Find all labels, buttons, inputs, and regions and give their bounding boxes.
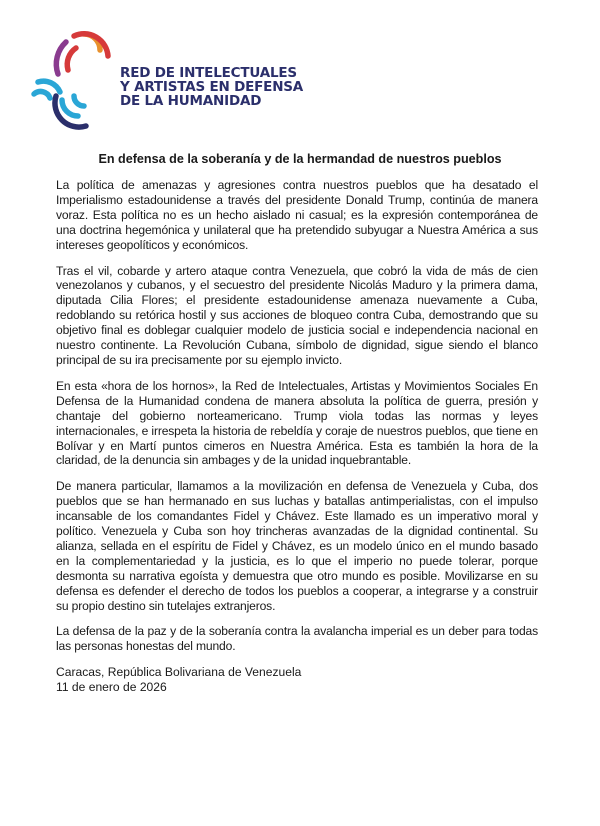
paragraph: Tras el vil, cobarde y artero ataque contra Venezuela, que cobró la vida de más de cien venezolanos y cubanos, y el secuestro del presidente Nicolás Maduro y la primera dama, diputada Cilia Flores; el presidente estadounidense amenaza nuevamente a Cuba, redoblando su retórica hostil y sus acciones de bloqueo contra Cuba, demostrando que su objetivo final es doblegar cualquier modelo de justicia social e independencia nacional en nuestro continente. La Revolución Cubana, símbolo de dignidad, sigue siendo el blanco principal de su ira precisamente por su ejemplo invicto. bbox=[56, 263, 538, 367]
logo-line: DE LA HUMANIDAD bbox=[120, 93, 262, 109]
logo-line: RED DE INTELECTUALES bbox=[120, 65, 297, 81]
logo-wordmark bbox=[120, 66, 303, 108]
paragraph: La defensa de la paz y de la soberanía contra la avalancha imperial es un deber para todas las personas honestas del mundo. bbox=[56, 624, 538, 654]
paragraph: De manera particular, llamamos a la movilización en defensa de Venezuela y Cuba, dos pueblos que se han hermanado en sus luchas y batallas antimperialistas, con el impulso incansable de los comandantes Fidel y Chávez. Este llamado es un imperativo moral y político. Venezuela y Cuba son hoy trincheras avanzadas de la dignidad continental. Su alianza, sellada en el espíritu de Fidel y Chávez, es un modelo único en el mundo basado en la complementariedad y la justicia, es lo que el imperio no puede tolerar, porque desmonta su narrativa egoísta y demuestra que otro mundo es posible. Movilizarse en su defensa es defender el derecho de todos los pueblos a cooperar, a integrarse y a construir su propio destino sin tutelajes extranjeros. bbox=[56, 479, 538, 613]
place: Caracas, República Bolivariana de Venezuela bbox=[56, 665, 302, 680]
document-body bbox=[56, 178, 538, 695]
signature-block bbox=[56, 665, 538, 695]
date: 11 de enero de 2026 bbox=[56, 680, 167, 695]
paragraph: La política de amenazas y agresiones contra nuestros pueblos que ha desatado el Imperialismo estadounidense a través del presidente Donald Trump, continúa de manera voraz. Esta política no es un hecho aislado ni casual; es la expresión contemporánea de una doctrina hegemónica y unilateral que ha pretendido subyugar a Nuestra América a sus intereses geopolíticos y económicos. bbox=[56, 178, 538, 252]
organization-logo bbox=[28, 22, 304, 142]
document-title: En defensa de la soberanía y de la hermandad de nuestros pueblos bbox=[98, 152, 502, 166]
paragraph: En esta «hora de los hornos», la Red de Intelectuales, Artistas y Movimientos Sociales En Defensa de la Humanidad condena de manera absoluta la política de guerra, presión y chantaje del gobierno norteamericano. Trump viola todas las normas y leyes internacionales, e irrespeta la historia de rebeldía y coraje de nuestros pueblos, que tiene en Bolívar y en Martí puntos cimeros en Nuestra América. Esta es también la hora de la claridad, de la denuncia sin ambages y de la unidad inquebrantable. bbox=[56, 378, 538, 468]
logo-emblem bbox=[28, 22, 120, 142]
logo-line: Y ARTISTAS EN DEFENSA bbox=[120, 79, 304, 95]
